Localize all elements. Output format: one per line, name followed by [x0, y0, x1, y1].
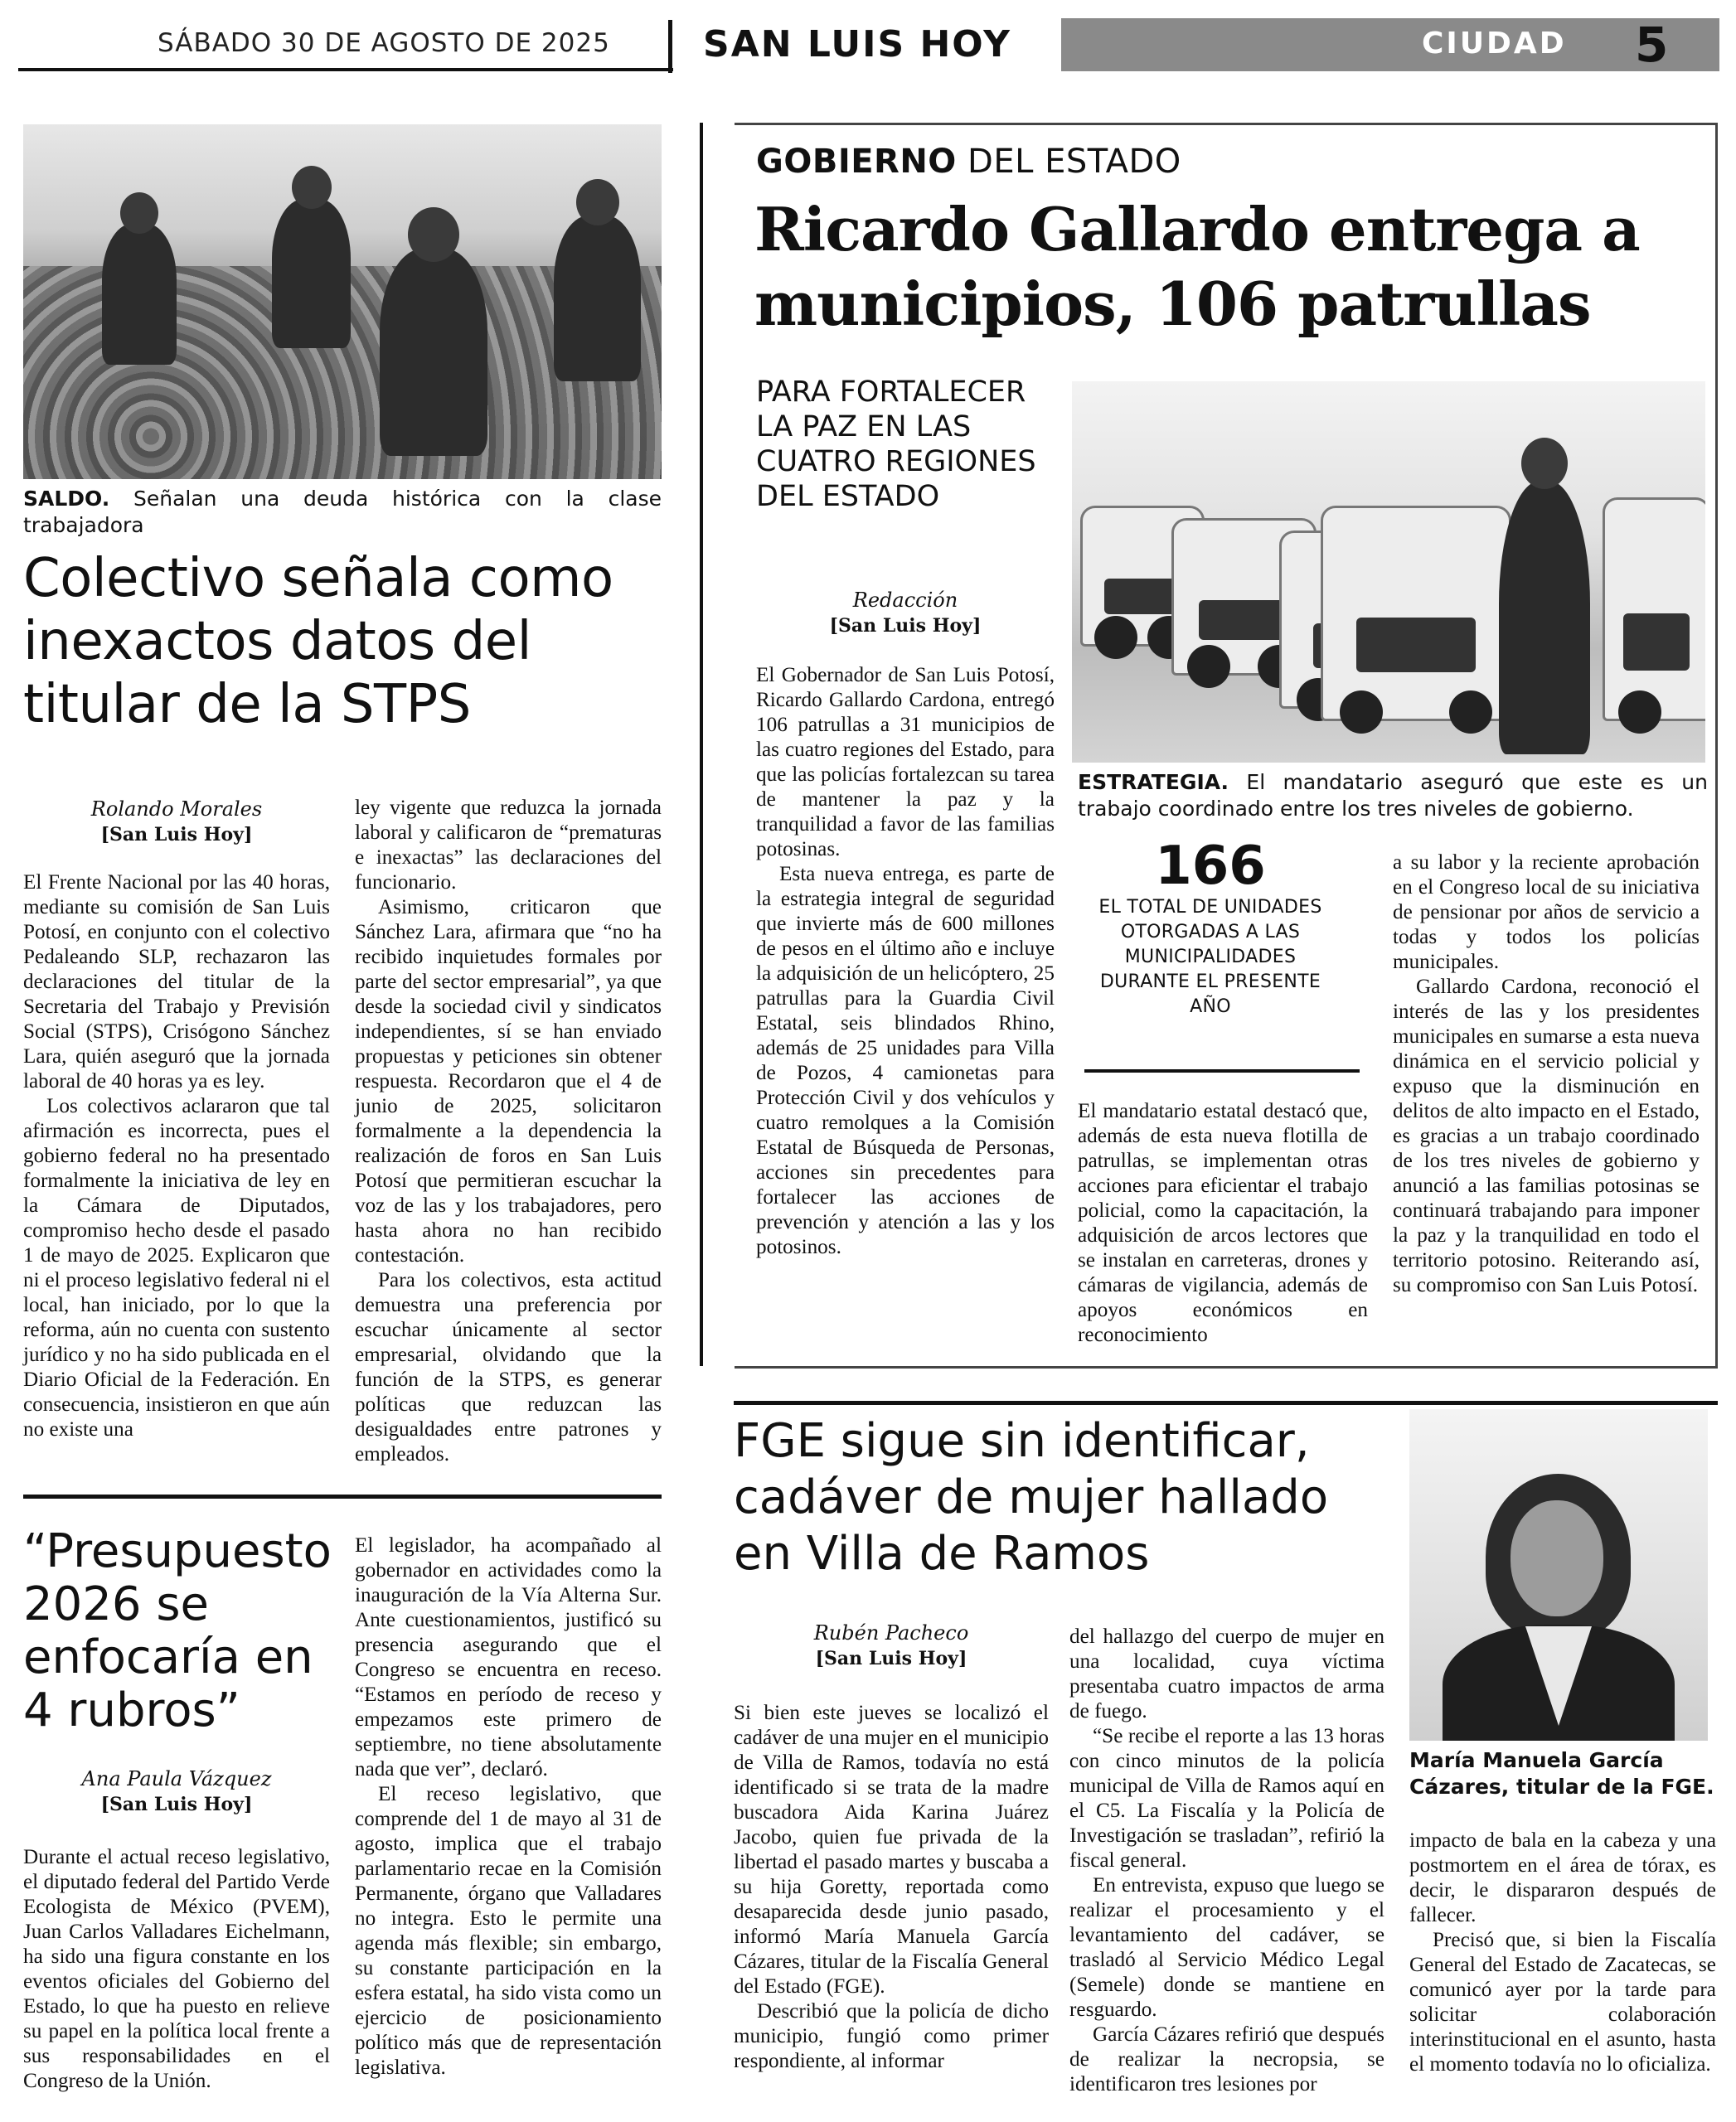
paragraph: Durante el actual receso legislativo, el diputado federal del Partido Verde Ecologista de México (PVEM), Juan Carlos Valladares Eichelmann, ha sido una figura constante en los eventos oficiales del Gobierno del Estado, lo que ha puesto en relieve su papel en la política local frente a sus responsabilidades en el Congreso de la Unión. — [23, 1846, 330, 2092]
newspaper-logo: SAN LUIS HOY — [703, 23, 1011, 65]
paragraph: El Gobernador de San Luis Potosí, Ricardo Gallardo Cardona, entregó 106 patrullas a 31 municipios de las cuatro regiones del Estado, para que las policías fortalezcan su tarea de mantener la paz y la tranquilidad a favor de las familias potosinas. — [756, 664, 1055, 860]
paragraph: a su labor y la reciente aprobación en el Congreso local de su iniciativa de pensionar por años de servicio a todas y todos los policías municipales. — [1393, 851, 1700, 973]
byline-source: [San Luis Hoy] — [829, 615, 982, 637]
paragraph: ley vigente que reduzca la jornada laboral y calificaron de “prematuras e inexactas” las declaraciones del funcionario. — [355, 797, 662, 894]
kicker-gobierno — [756, 143, 1181, 181]
paragraph: Precisó que, si bien la Fiscalía General del Estado de Zacatecas, se comunicó ayer por la tarde para solicitar colaboración interinstitucional en el asunto, hasta el momento todavía no lo oficializa. — [1409, 1929, 1716, 2076]
paragraph: Asimismo, criticaron que Sánchez Lara, afirmara que “no ha recibido inquietudes formales por parte del sector empresarial”, ya que desde la sociedad civil y sindicatos independientes, sí se han enviado propuestas y peticiones sin obtener respuesta. Recordaron que el 4 de junio de 2025, solicitaron formalmente a la dependencia la realización de foros en San Luis Potosí que permitieran escuchar la voz de las y los trabajadores, pero hasta ahora no han recibido contestación. — [355, 896, 662, 1267]
byline-source: [San Luis Hoy] — [815, 1648, 967, 1669]
stat-rule — [1084, 1069, 1360, 1073]
paragraph: impacto de bala en la cabeza y una postmortem en el área de tórax, es decir, le dispararon después de fallecer. — [1409, 1829, 1716, 1926]
section-name: CIUDAD — [1422, 27, 1567, 61]
headline-colectivo: Colectivo señala como inexactos datos del titular de la STPS — [23, 548, 613, 735]
column-colectivo-1 — [23, 870, 330, 1442]
column-fge-1 — [734, 1701, 1049, 2074]
header-divider — [668, 20, 672, 73]
caption-text: Señalan una deuda histórica con la clase trabajadora — [23, 487, 662, 537]
farm-workers-photo — [23, 124, 662, 479]
column-colectivo-2 — [355, 796, 662, 1467]
column-gobierno-2 — [1078, 1099, 1368, 1348]
paragraph: Para los colectivos, esta actitud demuestra una preferencia por escuchar únicamente al sector empresarial, olvidando que la función de la STPS, es generar políticas que reduzcan las desigualdades entre patrones y empleados. — [355, 1269, 662, 1466]
column-gobierno-1 — [756, 663, 1055, 1260]
byline-colectivo — [23, 796, 330, 847]
byline-author: Rolando Morales — [90, 797, 263, 821]
deck-gobierno: PARA FORTALECER LA PAZ EN LAS CUATRO REGIONES DEL ESTADO — [756, 375, 1036, 513]
column-divider — [700, 123, 703, 1366]
paragraph: El mandatario estatal destacó que, además de esta nueva flotilla de patrullas, se implementan otras acciones para eficientar el trabajo policial, como la capacitación, la adquisición de arcos lectores que se instalan en carreteras, drones y cámaras de vigilancia, además de apoyos económicos en reconocimiento — [1078, 1100, 1368, 1346]
headline-fge: FGE sigue sin identificar, cadáver de mujer hallado en Villa de Ramos — [734, 1414, 1329, 1581]
kicker-rest: DEL ESTADO — [956, 143, 1181, 181]
column-presupuesto-2 — [355, 1533, 662, 2081]
byline-source: [San Luis Hoy] — [100, 824, 253, 845]
photo-caption-estrategia — [1078, 769, 1708, 822]
section-bar — [1061, 18, 1719, 71]
paragraph: Describió que la policía de dicho municipio, fungió como primer respondiente, al informar — [734, 2000, 1049, 2072]
column-presupuesto-1 — [23, 1845, 330, 2094]
column-fge-3 — [1409, 1829, 1716, 2077]
photo-caption-saldo — [23, 486, 662, 539]
caption-kicker: ESTRATEGIA. — [1078, 770, 1229, 794]
patrol-trucks-photo — [1072, 381, 1705, 763]
header-date: SÁBADO 30 DE AGOSTO DE 2025 — [158, 28, 610, 58]
paragraph: En entrevista, expuso que luego se realizar el procesamiento y el levantamiento del cadáver, se trasladó al Servicio Médico Legal (Semele) donde se mantiene en resguardo. — [1069, 1874, 1384, 2021]
caption-kicker: SALDO. — [23, 487, 110, 511]
paragraph: Si bien este jueves se localizó el cadáver de una mujer en el municipio de Villa de Ramos, todavía no está identificado si se trata de la madre buscadora Aida Karina Juárez Jacobo, quien fue privada de la libertad el pasado martes y buscaba a su hija Goretty, reportada como desaparecida desde junio pasado, informó María Manuela García Cázares, titular de la Fiscalía General del Estado (FGE). — [734, 1702, 1049, 1998]
column-fge-2 — [1069, 1625, 1384, 2097]
headline-presupuesto: “Presupuesto 2026 se enfocaría en 4 rubros” — [23, 1524, 332, 1737]
byline-fge — [734, 1620, 1049, 1671]
paragraph: Los colectivos aclararon que tal afirmación es incorrecta, pues el gobierno federal no ha presentado formalmente la iniciativa de ley en la Cámara de Diputados, compromiso hecho desde el pasado 1 de mayo de 2025. Explicaron que ni el proceso legislativo federal ni el local, han iniciado, por lo que la reforma, aún no cuenta con sustento jurídico y no ha sido publicada en el Diario Oficial de la Federación. En consecuencia, insistieron en que aún no existe una — [23, 1095, 330, 1441]
byline-author: Redacción — [852, 589, 958, 612]
paragraph: El receso legislativo, que comprende del 1 de mayo al 31 de agosto, implica que el trabajo parlamentario recae en la Comisión Permanente, órgano que Valladares no integra. Esto le permite una agenda más flexible; sin embargo, su constante participación en la esfera estatal, ha sido vista como un ejercicio de posicionamiento político más que de representación legislativa. — [355, 1783, 662, 2079]
byline-author: Rubén Pacheco — [813, 1621, 969, 1645]
official-portrait-photo — [1409, 1409, 1708, 1741]
kicker-bold: GOBIERNO — [756, 143, 957, 181]
byline-source: [San Luis Hoy] — [100, 1794, 253, 1815]
stat-label: EL TOTAL DE UNIDADES OTORGADAS A LAS MUNICIPALIDADES DURANTE EL PRESENTE AÑO — [1098, 897, 1322, 1017]
paragraph: García Cázares refirió que después de realizar la necropsia, se identificaron tres lesiones por — [1069, 2023, 1384, 2095]
byline-presupuesto — [23, 1766, 330, 1817]
byline-gobierno — [756, 587, 1055, 638]
page-number: 5 — [1635, 17, 1669, 73]
section-rule — [23, 1495, 662, 1499]
paragraph: “Se recibe el reporte a las 13 horas con cinco minutos de la policía municipal de Villa de Ramos aquí en el C5. La Fiscalía y la Policía de Investigación se trasladan”, refirió la fiscal general. — [1069, 1725, 1384, 1872]
caption-text: El mandatario aseguró que este es un trabajo coordinado entre los tres niveles de gobierno. — [1078, 770, 1708, 821]
column-gobierno-3 — [1393, 850, 1700, 1298]
paragraph: Gallardo Cardona, reconoció el interés de las y los presidentes municipales en sumarse a esta nueva dinámica en el servicio policial y expuso que la disminución en delitos de alto impacto en el Estado, es gracias a un trabajo coordinado de los tres niveles de gobierno y anunció a las familias potosinas se continuará trabajando para imponer la paz y la tranquilidad en todo el territorio potosino. Reiterando así, su compromiso con San Luis Potosí. — [1393, 976, 1700, 1296]
headline-gobierno: Ricardo Gallardo entrega a municipios, 106 patrullas — [754, 194, 1640, 339]
stat-number: 166 — [1155, 836, 1266, 897]
photo-caption-fge: María Manuela García Cázares, titular de la FGE. — [1409, 1748, 1714, 1799]
paragraph: El legislador, ha acompañado al gobernador en actividades como la inauguración de la Vía Alterna Sur. Ante cuestionamientos, justificó su presencia asegurando que el Congreso se encuentra en receso. “Estamos en período de receso y empezamos este primero de septiembre, no tiene absolutamente nada que ver”, declaró. — [355, 1534, 662, 1780]
paragraph: del hallazgo del cuerpo de mujer en una localidad, cuya víctima presentaba cuatro impactos de arma de fuego. — [1069, 1625, 1384, 1722]
section-rule — [734, 1401, 1718, 1405]
paragraph: El Frente Nacional por las 40 horas, mediante su comisión de San Luis Potosí, en conjunto con el colectivo Pedaleando SLP, rechazaron las declaraciones del titular de la Secretaria del Trabajo y Previsión Social (STPS), Crisógono Sánchez Lara, quién aseguró que la jornada laboral de 40 horas ya es ley. — [23, 871, 330, 1092]
byline-author: Ana Paula Vázquez — [81, 1767, 272, 1790]
paragraph: Esta nueva entrega, es parte de la estrategia integral de seguridad que invierte más de 600 millones de pesos en el último año e incluye la adquisición de un helicóptero, 25 patrullas para la Guardia Civil Estatal, seis blindados Rhino, además de 25 unidades para Villa de Pozos, 4 camionetas para Protección Civil y dos vehículos y cuatro remolques a la Comisión Estatal de Búsqueda de Personas, acciones sin precedentes para fortalecer las acciones de prevención y atención a las y los potosinos. — [756, 863, 1055, 1258]
stat-callout — [1078, 837, 1343, 1020]
